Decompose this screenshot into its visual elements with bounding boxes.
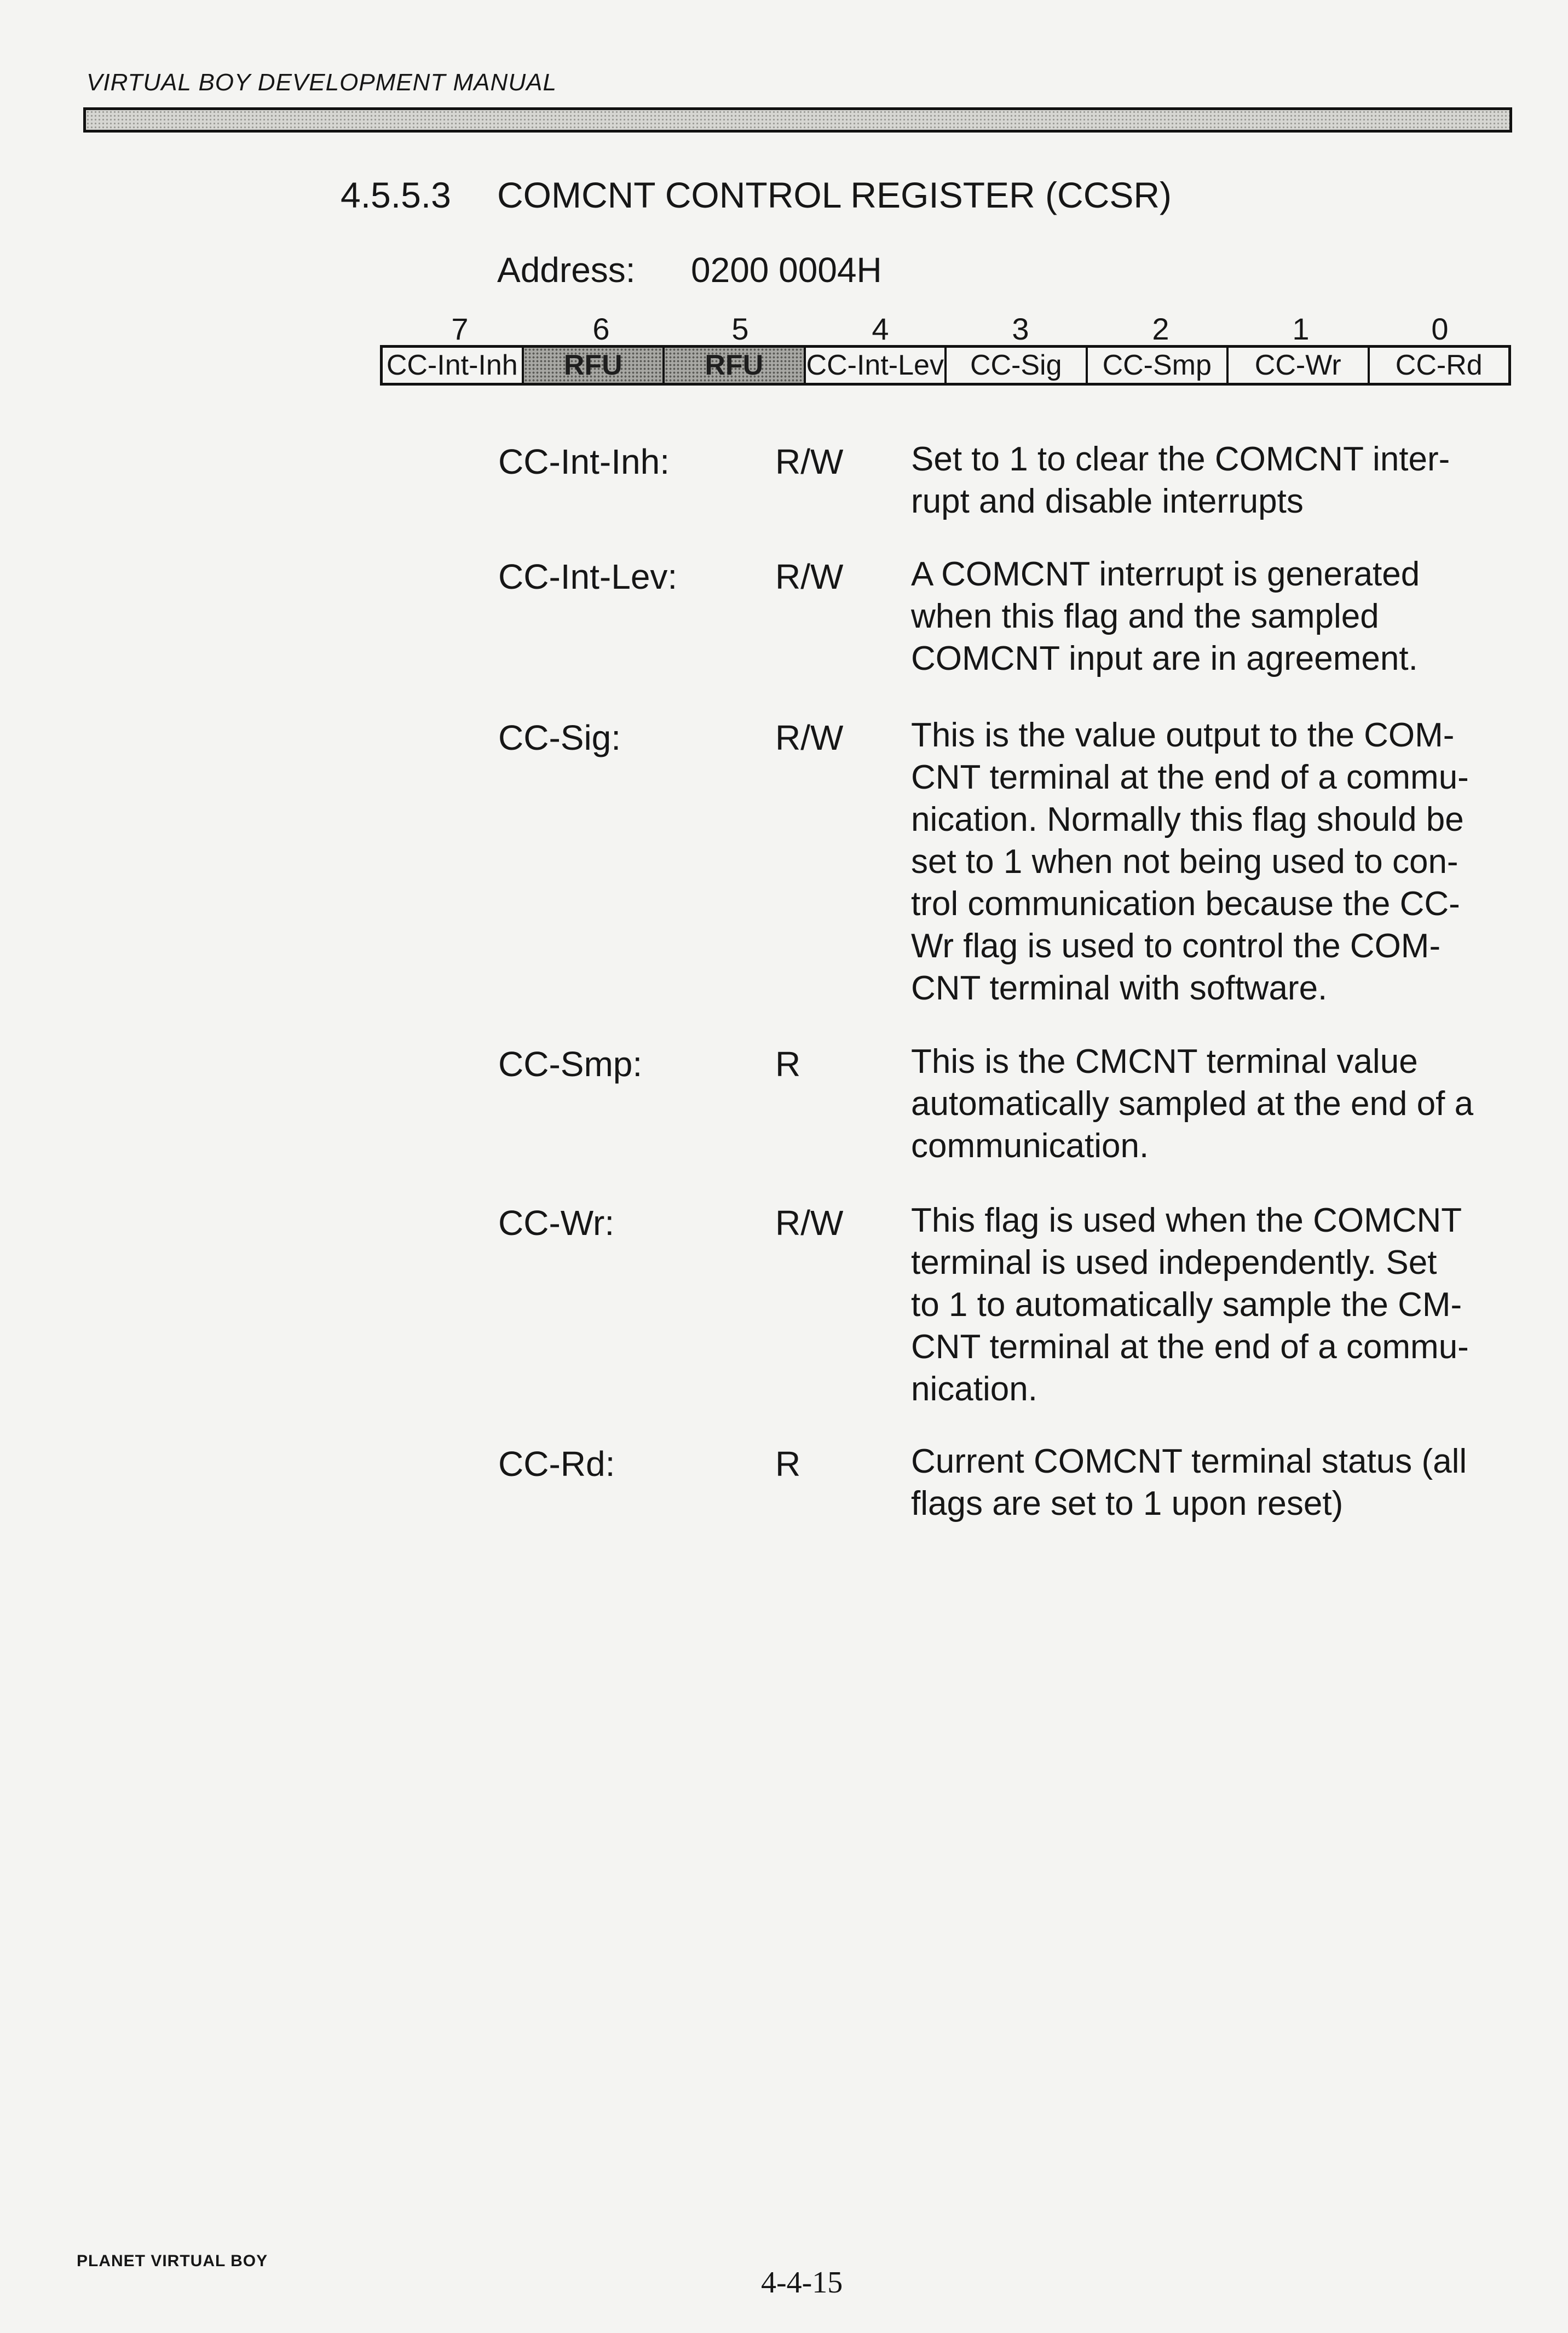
field-name: CC-Rd: bbox=[498, 1444, 615, 1484]
description-line: flags are set to 1 upon reset) bbox=[911, 1485, 1344, 1522]
field-description bbox=[911, 553, 1519, 680]
description-line: terminal is used independently. Set bbox=[911, 1244, 1437, 1282]
description-line: Current COMCNT terminal status (all bbox=[911, 1443, 1467, 1480]
bit-number: 1 bbox=[1292, 312, 1310, 346]
bit-number: 0 bbox=[1431, 312, 1449, 346]
description-line: COMCNT input are in agreement. bbox=[911, 640, 1418, 677]
header-rule-bar bbox=[83, 107, 1512, 133]
bit-number: 5 bbox=[731, 312, 749, 346]
page-number: 4-4-15 bbox=[761, 2266, 843, 2300]
description-line: This is the value output to the COM- bbox=[911, 716, 1455, 754]
field-description bbox=[911, 1199, 1519, 1410]
register-cell-cc-sig: CC-Sig bbox=[947, 348, 1088, 383]
section-number: 4.5.5.3 bbox=[341, 175, 451, 215]
bit-number: 4 bbox=[872, 312, 889, 346]
description-line: to 1 to automatically sample the CM- bbox=[911, 1286, 1462, 1324]
field-access: R/W bbox=[775, 557, 844, 596]
field-description bbox=[911, 1041, 1519, 1167]
description-line: nication. bbox=[911, 1370, 1037, 1408]
field-access: R/W bbox=[775, 1203, 844, 1243]
address-label: Address: bbox=[497, 250, 636, 290]
description-line: trol communication because the CC- bbox=[911, 885, 1460, 923]
field-access: R/W bbox=[775, 718, 844, 757]
register-cell-rfu: RFU bbox=[524, 348, 665, 383]
field-name: CC-Int-Lev: bbox=[498, 557, 678, 596]
register-cell-rfu: RFU bbox=[665, 348, 806, 383]
field-description bbox=[911, 1440, 1519, 1525]
bit-number: 6 bbox=[592, 312, 610, 346]
field-access: R/W bbox=[775, 442, 844, 481]
field-name: CC-Sig: bbox=[498, 718, 621, 757]
description-line: CNT terminal at the end of a commu- bbox=[911, 758, 1469, 796]
field-description bbox=[911, 714, 1519, 1009]
description-line: when this flag and the sampled bbox=[911, 597, 1379, 635]
description-line: nication. Normally this flag should be bbox=[911, 801, 1464, 838]
description-line: Set to 1 to clear the COMCNT inter- bbox=[911, 440, 1450, 478]
description-line: communication. bbox=[911, 1127, 1149, 1165]
running-header: VIRTUAL BOY DEVELOPMENT MANUAL bbox=[87, 69, 557, 96]
bit-number: 2 bbox=[1152, 312, 1169, 346]
field-access: R bbox=[775, 1444, 801, 1484]
register-cell-cc-wr: CC-Wr bbox=[1229, 348, 1370, 383]
description-line: CNT terminal with software. bbox=[911, 969, 1328, 1007]
description-line: automatically sampled at the end of a bbox=[911, 1085, 1474, 1123]
register-cell-cc-int-inh: CC-Int-Inh bbox=[383, 348, 524, 383]
bit-number: 3 bbox=[1012, 312, 1029, 346]
description-line: rupt and disable interrupts bbox=[911, 482, 1304, 520]
field-name: CC-Smp: bbox=[498, 1044, 643, 1084]
section-title: COMCNT CONTROL REGISTER (CCSR) bbox=[497, 175, 1172, 215]
field-name: CC-Wr: bbox=[498, 1203, 615, 1243]
field-access: R bbox=[775, 1044, 801, 1084]
description-line: This is the CMCNT terminal value bbox=[911, 1043, 1418, 1081]
register-cell-cc-int-lev: CC-Int-Lev bbox=[806, 348, 947, 383]
description-line: set to 1 when not being used to con- bbox=[911, 843, 1459, 881]
address-value: 0200 0004H bbox=[691, 250, 882, 290]
bit-number: 7 bbox=[451, 312, 469, 346]
register-bit-diagram bbox=[380, 345, 1511, 386]
description-line: Wr flag is used to control the COM- bbox=[911, 927, 1441, 965]
description-line: CNT terminal at the end of a commu- bbox=[911, 1328, 1469, 1366]
field-name: CC-Int-Inh: bbox=[498, 442, 670, 481]
field-description bbox=[911, 438, 1519, 522]
register-cell-cc-smp: CC-Smp bbox=[1088, 348, 1229, 383]
description-line: A COMCNT interrupt is generated bbox=[911, 555, 1420, 593]
description-line: This flag is used when the COMCNT bbox=[911, 1202, 1462, 1239]
footer-publisher: PLANET VIRTUAL BOY bbox=[77, 2252, 268, 2270]
register-cell-cc-rd: CC-Rd bbox=[1395, 349, 1483, 381]
